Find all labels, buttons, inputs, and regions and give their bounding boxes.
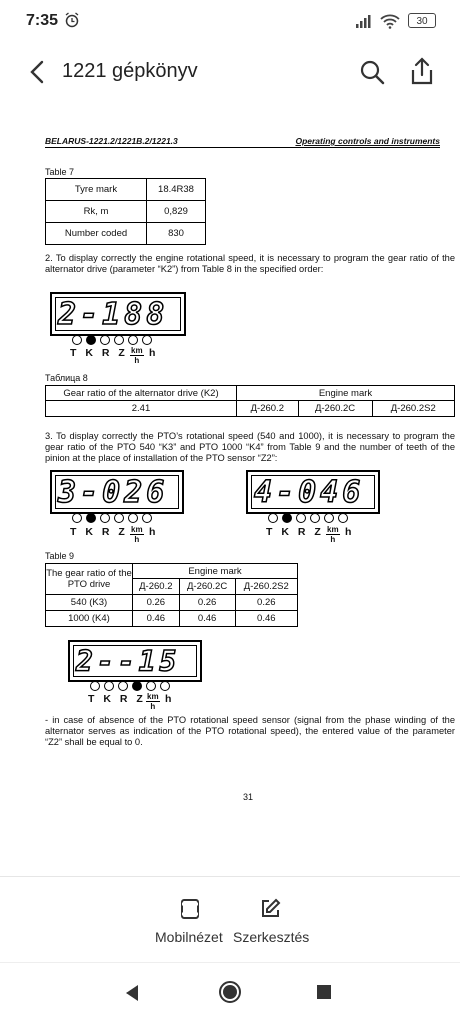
table-cell: Д-260.2S2: [235, 579, 297, 595]
lcd-display: [246, 470, 380, 514]
unit-num: km: [131, 346, 143, 355]
led-t: [72, 335, 82, 345]
table-cell: 2.41: [46, 401, 237, 417]
table-header: Engine mark: [133, 564, 298, 579]
table-cell: Д-260.2: [133, 579, 180, 595]
page-header: [45, 136, 440, 148]
led-k: [282, 513, 292, 523]
lcd-labels: T K R Z: [70, 347, 128, 359]
h-label: h: [345, 526, 355, 538]
lcd-display: [50, 470, 184, 514]
status-bar: [0, 0, 460, 44]
header-right: Operating controls and instruments: [295, 136, 440, 146]
alarm-icon: [64, 12, 80, 28]
led-r: [100, 335, 110, 345]
table-cell: 0.46: [235, 611, 297, 627]
table-cell: Д-260.2: [237, 401, 299, 417]
unit-num: km: [147, 692, 159, 701]
table-cell: 0.46: [179, 611, 235, 627]
led-t: [268, 513, 278, 523]
document-title: 1221 gépkönyv: [62, 60, 198, 82]
header-left: BELARUS-1221.2/1221B.2/1221.3: [45, 136, 178, 146]
led-h: [160, 681, 170, 691]
battery-icon: 30: [408, 13, 436, 28]
led-indicators: [268, 513, 348, 523]
led-z: [310, 513, 320, 523]
table-header: Engine mark: [237, 386, 455, 401]
lcd-digits: 4-046: [254, 475, 365, 510]
unit-den: h: [330, 535, 336, 544]
page-number: 31: [243, 792, 254, 802]
led-t: [90, 681, 100, 691]
unit-den: h: [134, 535, 140, 544]
table-cell: Д-260.2S2: [372, 401, 454, 417]
led-indicators: [72, 335, 152, 345]
led-z: [114, 335, 124, 345]
led-kmh: [128, 513, 138, 523]
table-cell: Д-260.2С: [179, 579, 235, 595]
kmh-unit: [130, 525, 144, 544]
led-r: [100, 513, 110, 523]
table-cell: 0.46: [133, 611, 180, 627]
led-indicators: [72, 513, 152, 523]
table9: [45, 563, 298, 627]
back-arrow-icon[interactable]: [24, 58, 52, 86]
document-page[interactable]: [0, 120, 460, 820]
led-indicators: [90, 681, 170, 691]
table-cell: 0.26: [235, 595, 297, 611]
table-cell: Number coded: [46, 223, 147, 245]
mobile-view-label: Mobilnézet: [155, 929, 223, 945]
led-k: [86, 513, 96, 523]
unit-num: km: [131, 525, 143, 534]
signal-icon: [354, 14, 374, 28]
led-kmh: [128, 335, 138, 345]
unit-den: h: [150, 702, 156, 711]
table9-caption: Table 9: [45, 551, 75, 561]
lcd-display: [50, 292, 186, 336]
home-icon[interactable]: [218, 980, 242, 1004]
table-cell: 18.4R38: [147, 179, 206, 201]
paragraph-2: 2. To display correctly the engine rotational speed, it is necessary to program the gear ratio of the alternator drive (parameter “K2”) from Table 8 in the specified order:: [45, 253, 455, 274]
mobile-view-icon: [178, 897, 202, 921]
paragraph-4: - in case of absence of the PTO rotational speed sensor (signal from the phase winding of the alternator serves as indication of the PTO rotational speed), the entered value of the parameter “Z2” shall be equal to 0.: [45, 715, 455, 747]
led-r: [118, 681, 128, 691]
bottom-action-bar: [0, 876, 460, 962]
h-label: h: [149, 347, 159, 359]
lcd-digits: 2--15: [76, 645, 181, 678]
share-icon[interactable]: [408, 56, 436, 86]
table8: [45, 385, 455, 417]
search-icon[interactable]: [358, 58, 386, 86]
back-icon[interactable]: [122, 983, 142, 1003]
lcd-labels: T K R Z: [266, 526, 324, 538]
table-cell: 1000 (K4): [46, 611, 133, 627]
led-kmh: [324, 513, 334, 523]
table7: [45, 178, 206, 245]
lcd-labels: T K R Z: [70, 526, 128, 538]
table-cell: 830: [147, 223, 206, 245]
table8-caption: Таблица 8: [45, 373, 88, 383]
led-r: [296, 513, 306, 523]
led-z: [132, 681, 142, 691]
led-k: [86, 335, 96, 345]
led-h: [142, 335, 152, 345]
wifi-icon: [380, 13, 400, 29]
system-navigation-bar: [0, 962, 460, 1023]
paragraph-3: 3. To display correctly the PTO’s rotational speed (540 and 1000), it is necessary to program the gear ratio of the PTO 540 “K3” and PTO 1000 “K4” from Table 9 and the number of teeth of the pinion at the place of installation of the PTO sensor “Z2”:: [45, 431, 455, 463]
led-k: [104, 681, 114, 691]
table-header: The gear ratio of the PTO drive: [46, 564, 133, 595]
kmh-unit: [130, 346, 144, 365]
led-kmh: [146, 681, 156, 691]
lcd-labels: T K R Z: [88, 693, 146, 705]
table-cell: Д-260.2С: [298, 401, 372, 417]
table-cell: 0,829: [147, 201, 206, 223]
led-h: [142, 513, 152, 523]
led-h: [338, 513, 348, 523]
kmh-unit: [146, 692, 160, 711]
table-cell: 0.26: [179, 595, 235, 611]
table-cell: Rk, m: [46, 201, 147, 223]
table7-caption: Table 7: [45, 167, 75, 177]
unit-num: km: [327, 525, 339, 534]
led-t: [72, 513, 82, 523]
h-label: h: [165, 693, 175, 705]
table-header: Gear ratio of the alternator drive (K2): [46, 386, 237, 401]
led-z: [114, 513, 124, 523]
table-cell: 0.26: [133, 595, 180, 611]
clock: 7:35: [26, 12, 59, 29]
recents-icon[interactable]: [316, 984, 332, 1000]
app-bar: [0, 44, 460, 100]
unit-den: h: [134, 356, 140, 365]
table-cell: Tyre mark: [46, 179, 147, 201]
h-label: h: [149, 526, 159, 538]
kmh-unit: [326, 525, 340, 544]
edit-icon: [258, 897, 282, 921]
edit-label: Szerkesztés: [233, 929, 310, 945]
lcd-digits: 3-026: [58, 475, 169, 510]
lcd-digits: 2-188: [58, 297, 169, 332]
table-cell: 540 (K3): [46, 595, 133, 611]
lcd-display: [68, 640, 202, 682]
